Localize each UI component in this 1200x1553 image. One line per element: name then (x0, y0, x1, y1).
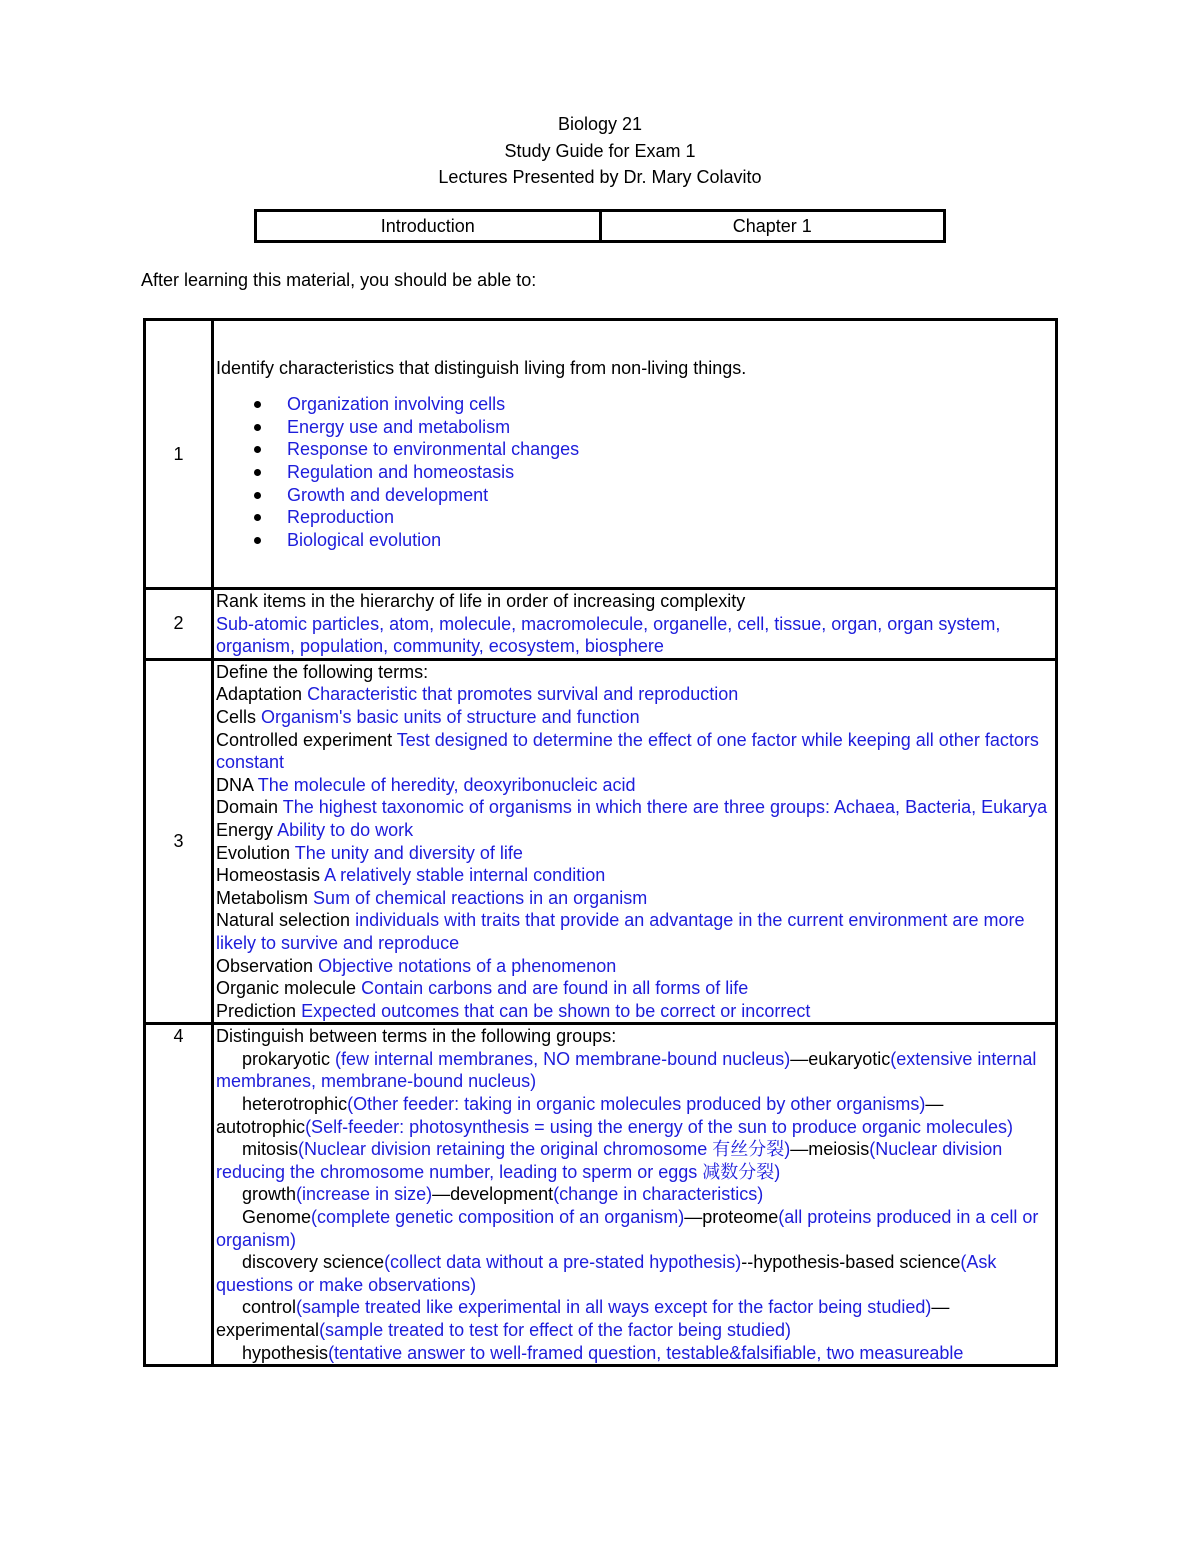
topic-introduction: Introduction (380, 216, 475, 236)
row-number: 1 (145, 320, 213, 589)
term-a-description: (collect data without a pre-stated hypothesis) (384, 1252, 742, 1273)
document-header (0, 111, 1200, 191)
definition: Contain carbons and are found in all forms of life (361, 978, 749, 999)
list-item: Reproduction (254, 506, 1051, 529)
term-a: discovery science (242, 1252, 385, 1273)
list-item: Growth and development (254, 484, 1051, 507)
term-a: prokaryotic (242, 1048, 331, 1069)
topic-chapter: Chapter 1 (599, 212, 944, 240)
definition-item (216, 842, 1051, 865)
term-b: meiosis (808, 1139, 870, 1160)
term-b-description: (Nuclear division reducing the chromosome number, leading to sperm or eggs 减数分裂) (216, 1139, 1003, 1182)
term-b-description: (Self-feeder: photosynthesis = using the energy of the sun to produce organic molecules) (305, 1116, 1013, 1137)
definition: Organism's basic units of structure and function (261, 706, 640, 727)
definition-item (216, 683, 1051, 706)
term: Metabolism (216, 887, 309, 908)
definition-item (216, 796, 1051, 819)
list-item: Energy use and metabolism (254, 416, 1051, 439)
definition-item (216, 977, 1051, 1000)
term: Domain (216, 797, 279, 818)
list-item: Regulation and homeostasis (254, 461, 1051, 484)
list-item: Organization involving cells (254, 393, 1051, 416)
term-a: growth (242, 1184, 297, 1205)
term: Adaptation (216, 684, 303, 705)
objective-row-4 (145, 1024, 1057, 1366)
term: Evolution (216, 842, 291, 863)
term-pair (216, 1206, 1051, 1251)
definition-item (216, 706, 1051, 729)
term-a-description: (Nuclear division retaining the original chromosome 有丝分裂) (298, 1139, 791, 1160)
term-a: control (242, 1297, 297, 1318)
term-separator: — (432, 1184, 451, 1205)
course-title: Biology 21 (557, 114, 643, 134)
term-b-description: (Ask questions or make observations) (216, 1252, 997, 1295)
characteristics-list (216, 393, 1051, 551)
term: Natural selection (216, 910, 351, 931)
term: Observation (216, 955, 314, 976)
answer-text: Sub-atomic particles, atom, molecule, macromolecule, organelle, cell, tissue, organ, organ system, organism, population, community, ecosystem, biosphere (216, 613, 1001, 657)
row-number: 4 (145, 1024, 213, 1366)
definition: individuals with traits that provide an advantage in the current environment are more likely to survive and reproduce (216, 910, 1025, 953)
term-b: experimental (216, 1320, 320, 1340)
definition: Objective notations of a phenomenon (318, 955, 617, 976)
objective-row-3 (145, 659, 1057, 1024)
term-a-description: (Other feeder: taking in organic molecules produced by other organisms) (347, 1094, 926, 1115)
definition-item (216, 887, 1051, 910)
term-pair (216, 1183, 1051, 1206)
term: Energy (216, 819, 274, 840)
row-content (213, 589, 1057, 660)
definition-item (216, 955, 1051, 978)
objective-text: Rank items in the hierarchy of life in order of increasing complexity (216, 591, 746, 611)
definition: Characteristic that promotes survival and reproduction (307, 684, 739, 705)
term-b: hypothesis-based science (753, 1252, 961, 1273)
row-content (213, 320, 1057, 589)
definition-item (216, 819, 1051, 842)
term: Homeostasis (216, 865, 321, 886)
definition: The molecule of heredity, deoxyribonucleic acid (257, 774, 636, 795)
definition: Ability to do work (277, 819, 414, 840)
term-separator: — (790, 1139, 809, 1160)
definition-item (216, 729, 1051, 774)
list-item: Biological evolution (254, 529, 1051, 552)
definition: A relatively stable internal condition (324, 865, 606, 886)
term-b-description: (extensive internal membranes, membrane-bound nucleus) (216, 1048, 1037, 1092)
term-a: hypothesis (242, 1342, 329, 1363)
term-a-description: (few internal membranes, NO membrane-bound nucleus) (330, 1048, 791, 1069)
term-a: heterotrophic (242, 1094, 348, 1115)
term-pair (216, 1138, 1051, 1183)
term-b: proteome (702, 1207, 779, 1228)
term-pair (216, 1342, 1051, 1365)
guide-title: Study Guide for Exam 1 (504, 140, 696, 161)
term-b-description: (sample treated to test for effect of the factor being studied) (319, 1320, 791, 1340)
term: Prediction (216, 1000, 297, 1021)
term-separator: — (790, 1048, 809, 1069)
term-separator: — (931, 1297, 950, 1318)
definition: The unity and diversity of life (294, 842, 523, 863)
objective-text: Distinguish between terms in the following groups: (216, 1026, 617, 1047)
term-b-description: (change in characteristics) (553, 1184, 764, 1205)
definition-item (216, 774, 1051, 797)
term: Cells (216, 706, 257, 727)
term-separator: — (925, 1094, 944, 1115)
term-a-description: (tentative answer to well-framed question, testable&falsifiable, two measureable (328, 1342, 964, 1363)
definition: Sum of chemical reactions in an organism (313, 887, 648, 908)
topic-table (254, 209, 946, 243)
list-item: Response to environmental changes (254, 438, 1051, 461)
term-pair (216, 1093, 1051, 1138)
objectives-table (143, 318, 1058, 1367)
intro-text: After learning this material, you should be able to: (141, 270, 537, 290)
definition: Expected outcomes that can be shown to be correct or incorrect (301, 1000, 811, 1021)
term-a-description: (complete genetic composition of an organism) (311, 1207, 685, 1228)
term-separator: — (684, 1207, 703, 1228)
term-b: eukaryotic (808, 1048, 891, 1069)
definition: The highest taxonomic of organisms in which there are three groups: Achaea, Bacteria, Eukarya (282, 797, 1048, 818)
term-b: autotrophic (216, 1116, 306, 1137)
term-pair (216, 1048, 1051, 1093)
definition: Test designed to determine the effect of one factor while keeping all other factors constant (216, 729, 1039, 773)
term-b: development (450, 1184, 554, 1205)
term-a: Genome (242, 1207, 312, 1228)
objective-text: Identify characteristics that distinguish living from non-living things. (216, 357, 747, 378)
definition-item (216, 909, 1051, 954)
row-content (213, 659, 1057, 1024)
term-a-description: (increase in size) (296, 1184, 433, 1205)
row-content (213, 1024, 1057, 1366)
term-pair (216, 1296, 1051, 1341)
presenter-line: Lectures Presented by Dr. Mary Colavito (438, 167, 762, 187)
definition-item (216, 864, 1051, 887)
definition-item (216, 1000, 1051, 1023)
term: Organic molecule (216, 978, 357, 999)
term-a-description: (sample treated like experimental in all ways except for the factor being studied) (296, 1297, 932, 1318)
term: Controlled experiment (216, 729, 393, 750)
term: DNA (216, 774, 254, 795)
objective-row-1 (145, 320, 1057, 589)
term-pair (216, 1251, 1051, 1296)
term-separator: -- (741, 1252, 754, 1273)
row-number: 3 (145, 659, 213, 1024)
term-a: mitosis (242, 1139, 299, 1160)
row-number: 2 (145, 589, 213, 660)
objective-row-2 (145, 589, 1057, 660)
term-b-description: (all proteins produced in a cell or organism) (216, 1207, 1039, 1250)
objective-text: Define the following terms: (216, 661, 429, 682)
